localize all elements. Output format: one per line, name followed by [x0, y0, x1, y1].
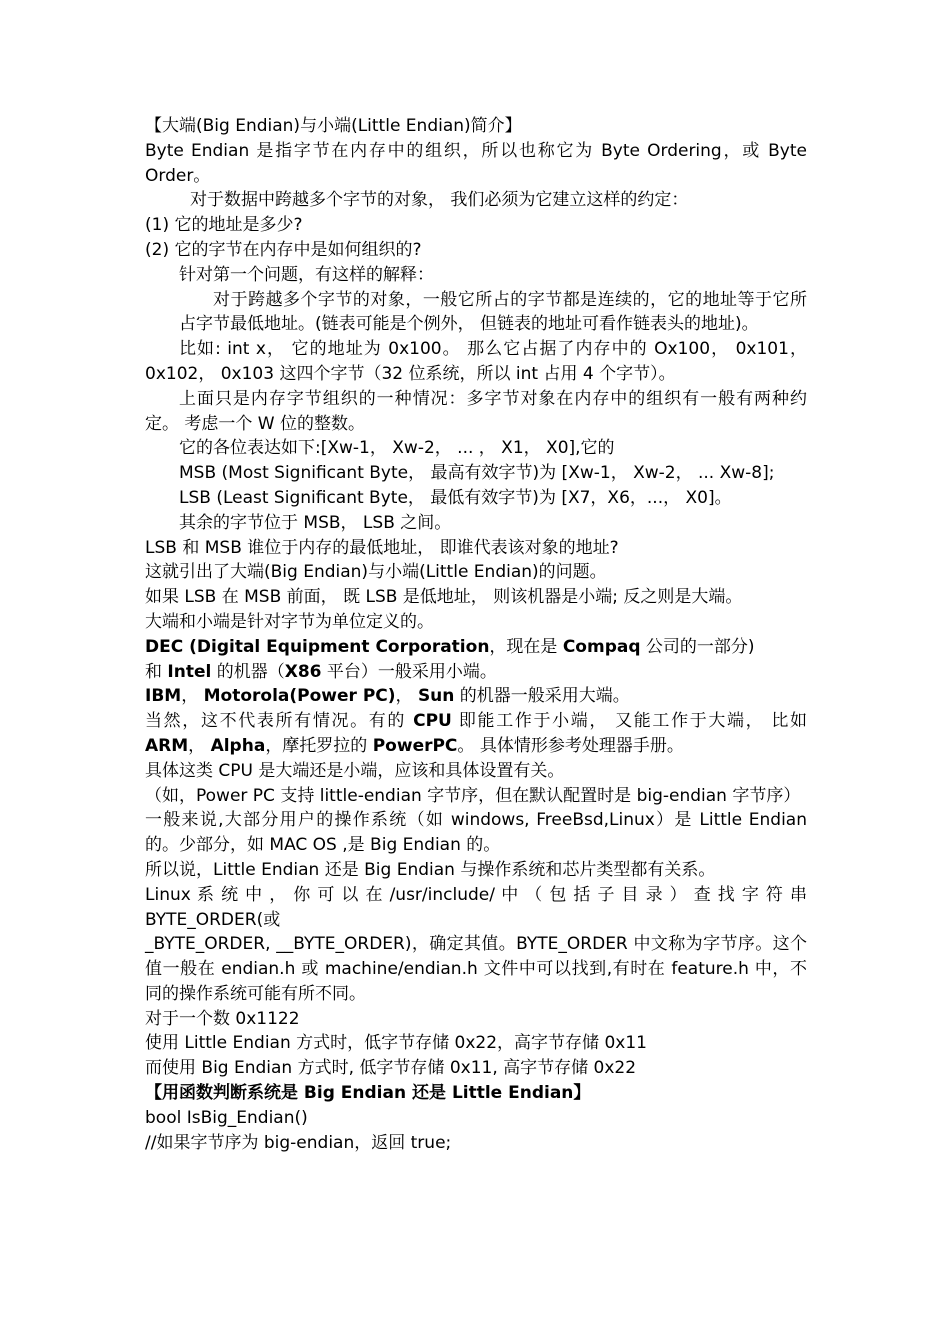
- paragraph-big-little-issue: 这就引出了大端(Big Endian)与小端(Little Endian)的问题。: [145, 562, 607, 583]
- paragraph-cpu-both: [145, 709, 807, 759]
- function-heading: [145, 1081, 807, 1106]
- func-heading-text-3: 】: [573, 1083, 591, 1104]
- cpu-text-2: 即能工作于小端， 又能工作于大端， 比如: [451, 711, 807, 732]
- paragraph-byte-unit: 大端和小端是针对字节为单位定义的。: [145, 611, 434, 632]
- cpu-sep: ，: [188, 735, 211, 756]
- paragraph-powerpc-support: （如，Power PC 支持 little-endian 字节序，但在默认配置时是 big-endian 字节序）: [145, 785, 801, 806]
- paragraph-os-chip: 所以说，Little Endian 还是 Big Endian 与操作系统和芯片类型都有关系。: [145, 859, 716, 880]
- paragraph-address-explain: 对于跨越多个字节的对象，一般它所占的字节都是连续的，它的地址等于它所占字节最低地址。(链表可能是个例外， 但链表的地址可看作链表头的地址)。: [179, 289, 807, 335]
- doc-title: 【大端(Big Endian)与小端(Little Endian)简介】: [145, 116, 522, 136]
- paragraph-byte-order-value: _BYTE_ORDER, __BYTE_ORDER)，确定其值。BYTE_ORDER 中文称为字节序。这个值一般在 endian.h 或 machine/endian.h 文件中可以找到,有时在 feature.h 中，不同的操作系统可能有所不同。: [145, 934, 807, 1004]
- intel-name: Intel: [167, 661, 212, 682]
- paragraph-lsb: LSB (Least Significant Byte， 最低有效字节)为 [X7，X6，...， X0]。: [179, 487, 732, 508]
- paragraph-dec-intel: [145, 635, 807, 685]
- paragraph-msb: MSB (Most Significant Byte， 最高有效字节)为 [Xw-1， Xw-2， ... Xw-8];: [179, 463, 775, 484]
- list-item-1: (1) 它的地址是多少?: [145, 215, 303, 236]
- compaq-name: Compaq: [562, 636, 641, 657]
- paragraph-cpu-setting: 具体这类 CPU 是大端还是小端，应该和具体设置有关。: [145, 760, 565, 781]
- func-heading-big: Big Endian: [303, 1083, 407, 1104]
- paragraph-two-conventions: 上面只是内存字节组织的一种情况：多字节对象在内存中的组织有一般有两种约定。 考虑一个 W 位的整数。: [145, 388, 807, 434]
- paragraph-byte-endian: Byte Endian 是指字节在内存中的组织，所以也称它为 Byte Ordering，或 Byte Order。: [145, 140, 807, 186]
- dec-name: DEC (Digital Equipment Corporation: [145, 636, 490, 657]
- paragraph-number-example: 对于一个数 0x1122: [145, 1008, 300, 1029]
- code-line-comment: //如果字节序为 big-endian，返回 true;: [145, 1132, 452, 1153]
- cpu-text-1: 当然，这不代表所有情况。有的: [145, 711, 414, 732]
- paragraph-os-endian: 一般来说,大部分用户的操作系统（如 windows, FreeBsd,Linux）是 Little Endian 的。少部分，如 MAC OS ,是 Big Endian 的。: [145, 810, 807, 856]
- paragraph-definition: 如果 LSB 在 MSB 前面， 既 LSB 是低地址， 则该机器是小端; 反之则是大端。: [145, 587, 743, 608]
- func-heading-text-1: 【用函数判断系统是: [145, 1083, 304, 1104]
- motorola-name: Motorola(Power PC): [203, 686, 396, 707]
- sun-name: Sun: [417, 686, 455, 707]
- paragraph-little-endian-store: 使用 Little Endian 方式时，低字节存储 0x22，高字节存储 0x11: [145, 1033, 647, 1054]
- x86-name: X86: [284, 661, 322, 682]
- ibm-name: IBM: [145, 686, 182, 707]
- list-item-2: (2) 它的字节在内存中是如何组织的?: [145, 239, 422, 260]
- ibm-sep-1: ，: [181, 686, 204, 707]
- paragraph-bit-expression: 它的各位表达如下:[Xw-1， Xw-2， ... ， X1， X0],它的: [179, 438, 615, 459]
- paragraph-linux-search: Linux 系 统 中 ， 你 可 以 在 /usr/include/ 中 （ 包 括 子 目 录 ） 查 找 字 符 串 BYTE_ORDER(或: [145, 884, 807, 930]
- cpu-text-3: ，摩托罗拉的: [265, 735, 373, 756]
- ibm-text: 的机器一般采用大端。: [454, 686, 630, 707]
- dec-text-2: 公司的一部分): [640, 636, 755, 657]
- powerpc-name: PowerPC: [372, 735, 458, 756]
- paragraph-ibm-motorola: [145, 684, 807, 709]
- cpu-name: CPU: [413, 711, 452, 732]
- document-body: [145, 114, 807, 1155]
- paragraph-big-endian-store: 而使用 Big Endian 方式时, 低字节存储 0x11, 高字节存储 0x22: [145, 1058, 637, 1079]
- dec-text-3: 和: [145, 661, 168, 682]
- func-heading-little: Little Endian: [451, 1083, 574, 1104]
- func-heading-text-2: 还是: [406, 1083, 452, 1104]
- paragraph-example-int: 比如: int x， 它的地址为 0x100。 那么它占据了内存中的 Ox100， 0x101，0x102， 0x103 这四个字节（32 位系统，所以 int 占用 4 个字节）。: [145, 339, 807, 384]
- paragraph-which-lowest: LSB 和 MSB 谁位于内存的最低地址， 即谁代表该对象的地址?: [145, 537, 619, 558]
- dec-text-4: 的机器（: [211, 661, 285, 682]
- paragraph-convention: 对于数据中跨越多个字节的对象， 我们必须为它建立这样的约定：: [190, 190, 689, 211]
- dec-text-1: ，现在是: [489, 636, 563, 657]
- arm-name: ARM: [145, 735, 189, 756]
- cpu-text-4: 。 具体情形参考处理器手册。: [457, 735, 684, 756]
- paragraph-first-question: 针对第一个问题，有这样的解释：: [179, 264, 434, 285]
- ibm-sep-2: ，: [395, 686, 418, 707]
- dec-text-5: 平台）一般采用小端。: [321, 661, 497, 682]
- code-line-function: bool IsBig_Endian(): [145, 1107, 308, 1128]
- paragraph-rest-bytes: 其余的字节位于 MSB， LSB 之间。: [179, 512, 452, 533]
- alpha-name: Alpha: [210, 735, 266, 756]
